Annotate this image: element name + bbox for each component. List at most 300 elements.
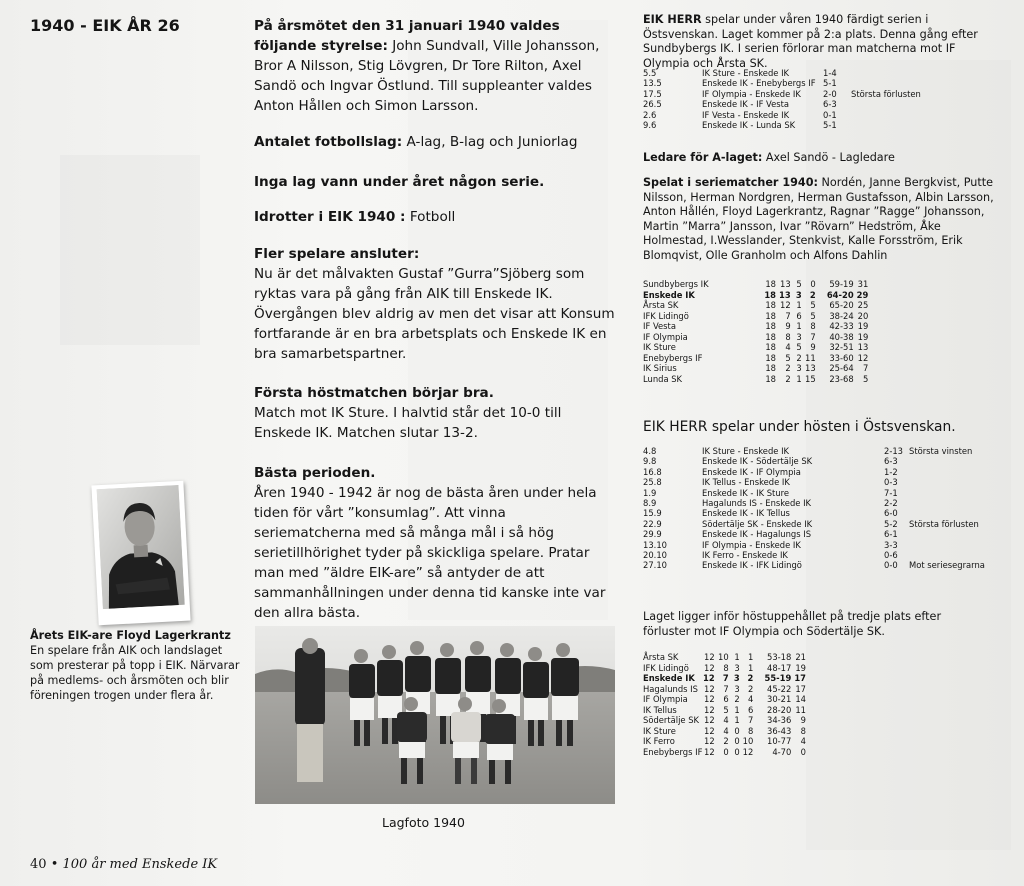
- standings-team: Årsta SK: [643, 300, 679, 310]
- standings-goals: 10-77: [766, 736, 792, 746]
- standings-team: IF Vesta: [643, 321, 676, 331]
- standings-lost: 0: [810, 279, 816, 289]
- match-note: [909, 488, 985, 498]
- match-teams: IF Vesta - Enskede IK: [702, 109, 790, 120]
- standings-row: [643, 300, 871, 311]
- match-teams: Enskede IK - Lunda SK: [702, 120, 796, 131]
- fotbollslag-value: A-lag, B-lag och Juniorlag: [406, 134, 578, 150]
- match-row: [643, 456, 985, 466]
- page-footer: [30, 857, 217, 872]
- match-teams: Enskede IK - Enebybergs IF: [702, 78, 816, 89]
- standings-goals: 40-38: [829, 331, 854, 342]
- standings-played: 18: [765, 373, 776, 384]
- standings-drawn: 2: [734, 694, 740, 704]
- host-heading: EIK HERR spelar under hösten i Östsvenskan.: [643, 419, 956, 435]
- standings-played: 12: [703, 694, 715, 704]
- standings-won: 7: [723, 683, 729, 694]
- match-row: [643, 498, 985, 508]
- standings-team: IK Ferro: [643, 736, 675, 746]
- standings-team: IFK Lidingö: [643, 662, 689, 673]
- styrelse-paragraph: [254, 16, 616, 116]
- standings-played: 12: [703, 736, 715, 746]
- match-date: 22.9: [643, 518, 662, 529]
- standings-played: 18: [765, 363, 776, 373]
- standings-drawn: 3: [733, 673, 740, 683]
- match-note: [909, 498, 985, 508]
- match-note: [909, 456, 985, 466]
- standings-played: 18: [765, 342, 776, 352]
- standings-won: 8: [785, 331, 791, 342]
- host-matches: [643, 446, 1003, 571]
- match-row: [643, 110, 921, 120]
- standings-played: 12: [703, 683, 715, 694]
- match-result: 2-2: [884, 498, 898, 509]
- standings-lost: 15: [804, 373, 816, 384]
- standings-points: 19: [857, 321, 869, 331]
- host-standings: [643, 652, 1003, 757]
- standings-lost: 7: [810, 331, 816, 342]
- standings-team: IFK Lidingö: [643, 310, 689, 321]
- host-standings-table: [643, 652, 809, 757]
- match-teams: IK Sture - Enskede IK: [702, 446, 790, 456]
- standings-played: 18: [765, 300, 776, 310]
- standings-team: IK Sture: [643, 725, 676, 736]
- standings-drawn: 0: [734, 746, 740, 757]
- match-row: [643, 508, 985, 518]
- standings-goals: 55-19: [764, 673, 792, 683]
- match-note: Största förlusten: [851, 88, 921, 99]
- standings-won: 8: [723, 662, 729, 673]
- standings-team: Södertälje SK: [643, 715, 700, 725]
- match-date: 13.10: [643, 539, 667, 550]
- standings-points: 5: [862, 373, 869, 384]
- match-row: [643, 519, 985, 529]
- match-result: 7-1: [884, 487, 898, 498]
- match-result: 0-6: [884, 550, 898, 561]
- standings-goals: 42-33: [829, 321, 854, 331]
- match-teams: IK Sture - Enskede IK: [702, 68, 790, 78]
- match-teams: Hagalunds IS - Enskede IK: [702, 498, 812, 509]
- match-note: [851, 68, 921, 78]
- standings-drawn: 3: [734, 662, 740, 673]
- match-teams: Enskede IK - Hagalungs IS: [702, 529, 812, 540]
- match-row: [643, 488, 985, 498]
- standings-row: [643, 694, 809, 705]
- fotbollslag-paragraph: [254, 132, 616, 152]
- match-teams: Enskede IK - IFK Lidingö: [702, 560, 802, 571]
- hostmatch-heading: Första höstmatchen börjar bra.: [254, 385, 494, 401]
- match-date: 13.5: [643, 78, 662, 89]
- standings-points: 19: [857, 331, 869, 342]
- standings-points: 25: [857, 300, 869, 310]
- match-row: [643, 68, 921, 78]
- match-result: 6-3: [884, 456, 898, 467]
- standings-drawn: 3: [796, 363, 802, 373]
- standings-won: 13: [779, 279, 791, 289]
- match-note: [909, 477, 985, 487]
- spelat-label: Spelat i seriematcher 1940:: [643, 176, 818, 189]
- standings-lost: 2: [747, 673, 754, 683]
- var-standings-table: [643, 279, 871, 384]
- standings-goals: 36-43: [766, 725, 792, 736]
- match-teams: IK Tellus - Enskede IK: [702, 477, 790, 488]
- standings-points: 19: [795, 662, 806, 673]
- standings-points: 9: [800, 715, 806, 725]
- standings-lost: 12: [742, 746, 754, 757]
- standings-lost: 6: [747, 704, 754, 715]
- match-teams: Södertälje SK - Enskede IK: [702, 518, 813, 529]
- standings-played: 12: [703, 725, 715, 736]
- standings-drawn: 3: [795, 289, 802, 300]
- standings-row: [643, 311, 871, 322]
- match-result: 5-1: [823, 78, 837, 89]
- page-number: 40: [30, 857, 47, 872]
- match-note: [851, 99, 921, 109]
- standings-lost: 8: [747, 725, 754, 736]
- fler-spelare-heading: Fler spelare ansluter:: [254, 246, 420, 262]
- standings-won: 5: [723, 704, 729, 715]
- standings-row: [643, 332, 871, 343]
- standings-lost: 1: [747, 652, 754, 662]
- book-title: 100 år med Enskede IK: [62, 857, 218, 872]
- match-teams: Enskede IK - IK Sture: [702, 487, 790, 498]
- var-standings: [643, 279, 1003, 384]
- fler-spelare-section: [254, 244, 616, 364]
- match-note: [909, 508, 985, 518]
- match-date: 4.8: [643, 446, 657, 456]
- match-note: [851, 78, 921, 88]
- spelat-value: Nordén, Janne Bergkvist, Putte Nilsson, Herman Nordgren, Herman Gustafsson, Albin Larsson, Anton Hållén, Floyd Lagerkrantz, Ragnar ”Ragge” Johansson, Martin ”Marra” Jansson, Ivar ”Rövarn” Hedström, Åke Holmestad, I.Wesslander, Stenkvist, Kalle Forsström, Erik Blomqvist, Olle Granholm och Alfons Dahlin: [643, 176, 994, 262]
- match-note: [909, 550, 985, 560]
- match-teams: IK Ferro - Enskede IK: [702, 550, 788, 561]
- standings-played: 18: [765, 352, 776, 363]
- spelat-paragraph: [643, 176, 1003, 263]
- standings-points: 29: [856, 289, 869, 300]
- match-date: 20.10: [643, 550, 667, 561]
- fotbollslag-label: Antalet fotbollslag:: [254, 134, 403, 150]
- match-date: 5.5: [643, 68, 657, 78]
- standings-team: IK Sture: [643, 342, 676, 352]
- standings-drawn: 1: [734, 704, 740, 715]
- standings-row: [643, 663, 809, 674]
- standings-drawn: 1: [734, 715, 740, 725]
- match-date: 2.6: [643, 109, 657, 120]
- match-note: Största förlusten: [909, 518, 979, 529]
- ledare-label: Ledare för A-laget:: [643, 151, 763, 164]
- standings-drawn: 1: [734, 652, 740, 662]
- standings-played: 12: [703, 746, 715, 757]
- standings-team: IF Olympia: [643, 331, 688, 342]
- standings-goals: 48-17: [766, 662, 792, 673]
- ingen-serie-paragraph: [254, 172, 616, 192]
- chapter-title: 1940 - EIK ÅR 26: [30, 16, 180, 35]
- match-teams: Enskede IK - IF Vesta: [702, 99, 790, 110]
- styrelse-heading: På årsmötet den 31 januari 1940 valdes följande styrelse:: [254, 18, 560, 54]
- standings-played: 18: [765, 331, 776, 342]
- standings-drawn: 1: [796, 321, 802, 331]
- standings-goals: 23-68: [829, 373, 854, 384]
- standings-points: 17: [795, 683, 806, 694]
- portrait-caption-text: En spelare från AIK och landslaget som presterar på topp i EIK. Närvarar på medlems- och årsmöten och blir föreningen trogen under flera år.: [30, 644, 240, 702]
- standings-team: Enebybergs IF: [643, 352, 703, 363]
- match-result: 0-3: [884, 477, 898, 488]
- standings-lost: 2: [747, 683, 754, 694]
- match-date: 8.9: [643, 498, 657, 509]
- standings-won: 0: [723, 746, 729, 757]
- standings-row: [643, 715, 809, 726]
- match-row: [643, 120, 921, 130]
- match-note: Största vinsten: [909, 446, 973, 456]
- ingen-serie-text: Inga lag vann under året någon serie.: [254, 174, 545, 190]
- standings-won: 4: [723, 715, 729, 725]
- standings-row: [643, 673, 809, 684]
- match-result: 5-2: [884, 518, 898, 529]
- portrait-image: [97, 485, 185, 609]
- standings-lost: 4: [747, 694, 754, 704]
- basta-perioden-heading: Bästa perioden.: [254, 465, 376, 481]
- host-summary: Laget ligger inför höstuppehållet på tredje plats efter förluster mot IF Olympia och Södertälje SK.: [643, 610, 942, 638]
- standings-row: [643, 321, 871, 332]
- standings-won: 13: [779, 289, 791, 300]
- standings-lost: 13: [804, 363, 816, 373]
- standings-goals: 45-22: [766, 683, 792, 694]
- standings-points: 11: [795, 704, 806, 715]
- match-date: 27.10: [643, 560, 667, 571]
- match-row: [643, 540, 985, 550]
- standings-played: 18: [764, 289, 776, 300]
- standings-team: Hagalunds IS: [643, 683, 698, 694]
- standings-played: 12: [703, 715, 715, 725]
- standings-lost: 9: [810, 342, 816, 352]
- styrelse-text: John Sundvall, Ville Johansson, Bror A Nilsson, Stig Lövgren, Dr Tore Rilton, Axel Sandö och Ingvar Östlund. Till suppleanter valdes Anton Hållen och Simon Larsson.: [254, 38, 600, 114]
- standings-points: 0: [800, 746, 806, 757]
- standings-drawn: 3: [734, 683, 740, 694]
- standings-lost: 2: [809, 289, 816, 300]
- ledare-value: Axel Sandö - Lagledare: [765, 151, 895, 164]
- match-result: 0-1: [823, 109, 837, 120]
- match-note: [851, 120, 921, 130]
- standings-drawn: 1: [796, 373, 802, 384]
- standings-won: 7: [785, 310, 791, 321]
- match-teams: Enskede IK - IK Tellus: [702, 508, 790, 519]
- standings-won: 4: [723, 725, 729, 736]
- match-row: [643, 529, 985, 539]
- standings-team: Sundbybergs IK: [643, 279, 709, 289]
- match-result: 5-1: [823, 120, 837, 131]
- match-date: 9.8: [643, 456, 657, 467]
- standings-goals: 28-20: [766, 704, 792, 715]
- team-photo-caption: Lagfoto 1940: [382, 815, 465, 830]
- match-date: 29.9: [643, 529, 662, 540]
- standings-lost: 8: [810, 321, 816, 331]
- standings-team: Årsta SK: [643, 652, 679, 662]
- standings-row: [643, 684, 809, 695]
- idrotter-paragraph: [254, 207, 616, 227]
- basta-perioden-text: Åren 1940 - 1942 är nog de bästa åren under hela tiden för vårt ”konsumlag”. Att vinna seriematcherna med så många mål i så hög serietillhörighet tyder på skickliga spelare. Pratar man med ”äldre EIK-are” så antyder de att sammanhållningen under denna tid kanske inte var den allra bästa.: [254, 485, 606, 621]
- standings-points: 21: [795, 652, 806, 662]
- match-row: [643, 477, 985, 487]
- standings-won: 12: [779, 300, 791, 310]
- standings-points: 13: [857, 342, 869, 352]
- standings-drawn: 2: [796, 352, 802, 363]
- match-result: 3-3: [884, 539, 898, 550]
- footer-separator: •: [50, 857, 59, 872]
- match-row: [643, 467, 985, 477]
- standings-drawn: 5: [796, 342, 802, 352]
- standings-drawn: 5: [796, 279, 802, 289]
- standings-won: 5: [785, 352, 791, 363]
- standings-row: [643, 652, 809, 663]
- standings-drawn: 0: [734, 725, 740, 736]
- standings-row: [643, 342, 871, 353]
- standings-team: IK Tellus: [643, 704, 677, 715]
- standings-row: [643, 279, 871, 290]
- standings-won: 2: [723, 736, 729, 746]
- standings-played: 18: [765, 310, 776, 321]
- match-result: 6-3: [823, 99, 837, 110]
- team-photo-image: [255, 626, 615, 804]
- standings-goals: 65-20: [829, 300, 854, 310]
- standings-won: 2: [785, 373, 791, 384]
- match-teams: IF Olympia - Enskede IK: [702, 539, 801, 550]
- bleed-through-image: [60, 155, 200, 345]
- standings-goals: 34-36: [766, 715, 792, 725]
- hostmatch-text: Match mot IK Sture. I halvtid står det 10-0 till Enskede IK. Matchen slutar 13-2.: [254, 405, 562, 441]
- standings-team: IF Olympia: [643, 694, 688, 704]
- standings-points: 17: [794, 673, 806, 683]
- match-teams: Enskede IK - IF Olympia: [702, 466, 801, 477]
- standings-won: 10: [717, 652, 729, 662]
- standings-team: Enskede IK: [643, 289, 695, 300]
- standings-lost: 5: [810, 310, 816, 321]
- standings-lost: 10: [742, 736, 754, 746]
- bleed-through-text: [20, 365, 235, 425]
- match-row: [643, 550, 985, 560]
- standings-drawn: 3: [796, 331, 802, 342]
- standings-points: 20: [857, 310, 869, 321]
- match-date: 16.8: [643, 466, 662, 477]
- var-matches: [643, 68, 1003, 130]
- match-date: 25.8: [643, 477, 662, 488]
- standings-goals: 64-20: [826, 289, 854, 300]
- standings-row: [643, 374, 871, 385]
- standings-row: [643, 747, 809, 758]
- standings-points: 4: [800, 736, 806, 746]
- team-photo: [255, 626, 615, 804]
- standings-lost: 1: [747, 662, 754, 673]
- match-row: [643, 89, 921, 99]
- standings-points: 7: [862, 363, 869, 373]
- match-result: 2-13: [884, 446, 904, 456]
- match-date: 15.9: [643, 508, 662, 519]
- standings-played: 12: [703, 652, 715, 662]
- standings-points: 12: [857, 352, 869, 363]
- standings-points: 8: [800, 725, 806, 736]
- standings-goals: 59-19: [829, 279, 854, 289]
- match-date: 17.5: [643, 88, 662, 99]
- match-result: 1-2: [884, 466, 898, 477]
- match-note: [909, 540, 985, 550]
- match-result: 6-0: [884, 508, 898, 519]
- standings-lost: 11: [804, 352, 816, 363]
- idrotter-label: Idrotter i EIK 1940 :: [254, 209, 406, 225]
- standings-goals: 38-24: [829, 310, 854, 321]
- match-result: 1-4: [823, 68, 837, 78]
- basta-perioden-section: [254, 463, 616, 623]
- standings-played: 12: [703, 673, 715, 683]
- standings-team: Enebybergs IF: [643, 746, 703, 757]
- standings-team: Enskede IK: [643, 673, 695, 683]
- var-intro: [643, 13, 1003, 71]
- standings-drawn: 6: [796, 310, 802, 321]
- match-date: 26.5: [643, 99, 662, 110]
- match-row: [643, 560, 985, 570]
- var-intro-text: spelar under våren 1940 färdigt serien i Östsvenskan. Laget kommer på 2:a plats. Denna gång efter Sundbybergs IK. I serien förlorar man matcherna mot IF Olympia och Årsta SK.: [643, 13, 978, 70]
- portrait-photo: [91, 481, 190, 626]
- standings-drawn: 0: [734, 736, 740, 746]
- portrait-caption-heading: Årets EIK-are Floyd Lagerkrantz: [30, 629, 231, 642]
- idrotter-value: Fotboll: [409, 209, 456, 225]
- standings-drawn: 1: [796, 300, 802, 310]
- match-result: 2-0: [823, 88, 837, 99]
- match-result: 0-0: [884, 560, 898, 571]
- standings-goals: 53-18: [766, 652, 792, 662]
- standings-played: 18: [765, 321, 776, 331]
- match-teams: Enskede IK - Södertälje SK: [702, 456, 813, 467]
- standings-goals: 33-60: [829, 352, 854, 363]
- standings-played: 18: [765, 279, 776, 289]
- standings-goals: 30-21: [766, 694, 792, 704]
- standings-row: [643, 736, 809, 747]
- standings-row: [643, 705, 809, 716]
- match-row: [643, 78, 921, 88]
- standings-won: 4: [785, 342, 791, 352]
- standings-won: 2: [785, 363, 791, 373]
- portrait-caption: [30, 628, 240, 703]
- standings-won: 7: [722, 673, 729, 683]
- match-note: [909, 467, 985, 477]
- match-teams: IF Olympia - Enskede IK: [702, 88, 801, 99]
- match-note: [851, 110, 921, 120]
- var-matches-table: [643, 68, 921, 130]
- standings-points: 31: [857, 279, 869, 289]
- hostmatch-section: [254, 383, 616, 443]
- standings-played: 12: [703, 662, 715, 673]
- standings-goals: 4-70: [772, 746, 792, 757]
- standings-points: 14: [795, 694, 806, 704]
- standings-row: [643, 290, 871, 301]
- match-row: [643, 446, 985, 456]
- match-result: 6-1: [884, 529, 898, 540]
- standings-goals: 25-64: [829, 363, 854, 373]
- match-note: Mot seriesegrarna: [909, 560, 985, 571]
- match-note: [909, 529, 985, 539]
- ledare-paragraph: [643, 151, 1003, 166]
- standings-goals: 32-51: [829, 342, 854, 352]
- host-matches-table: [643, 446, 985, 571]
- standings-won: 6: [723, 694, 729, 704]
- standings-team: Lunda SK: [643, 373, 683, 384]
- match-date: 1.9: [643, 487, 657, 498]
- standings-lost: 7: [747, 715, 754, 725]
- match-date: 9.6: [643, 120, 657, 131]
- standings-team: IK Sirius: [643, 363, 677, 373]
- fler-spelare-text: Nu är det målvakten Gustaf ”Gurra”Sjöberg som ryktas vara på gång från AIK till Enskede IK. Övergången blev aldrig av men det visar att Konsum fortfarande är en bra arbetsplats och Enskede IK en bra samarbetspartner.: [254, 266, 615, 362]
- standings-row: [643, 353, 871, 364]
- standings-won: 9: [785, 321, 791, 331]
- var-heading: EIK HERR: [643, 13, 702, 26]
- standings-played: 12: [703, 704, 715, 715]
